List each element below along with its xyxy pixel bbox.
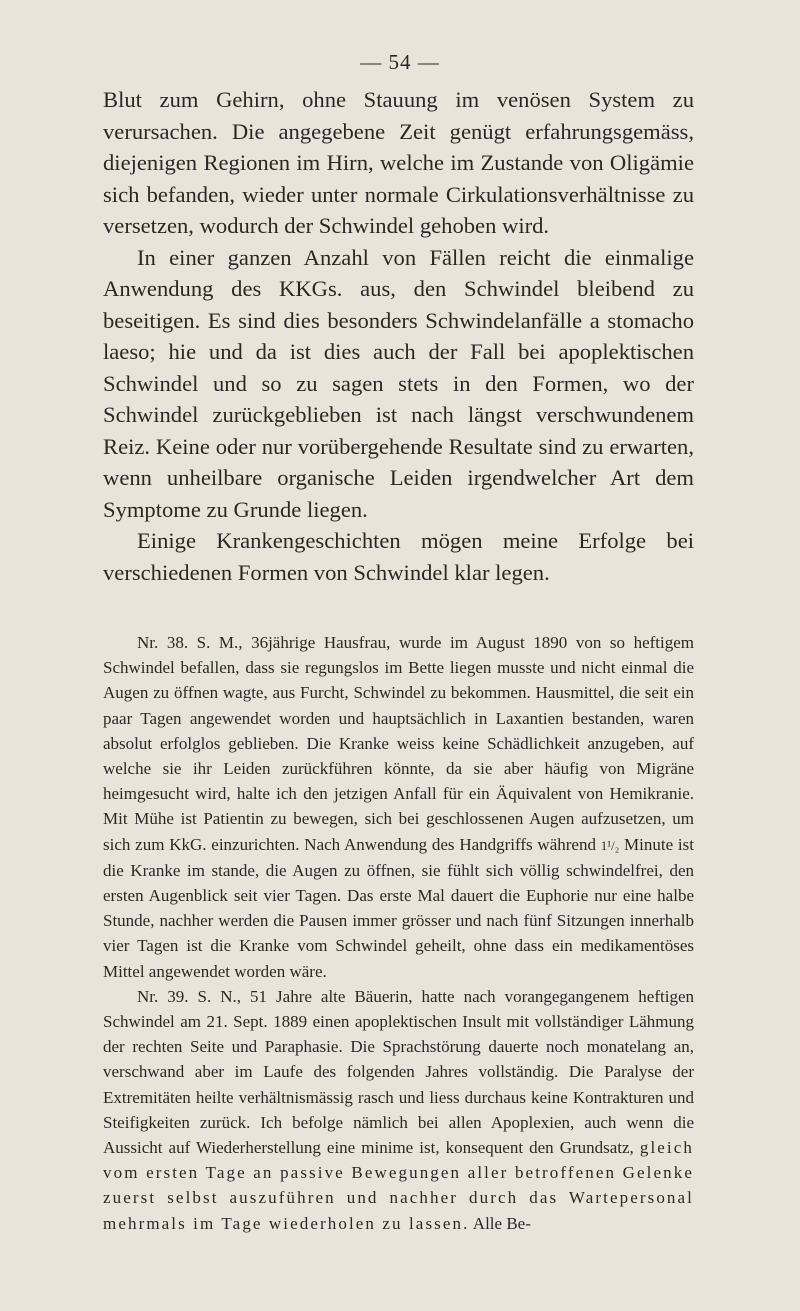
paragraph-3: Einige Krankengeschichten mögen meine Erfolge bei verschiedenen Formen von Schwindel klar legen. [103,528,694,585]
case-39 [103,984,694,1236]
main-text [103,84,694,588]
case-38 [103,630,694,984]
case-38-fraction: 1¹/₂ [600,837,620,853]
case-histories [103,630,694,1236]
case-39-text-start: Nr. 39. S. N., 51 Jahre alte Bäuerin, hatte nach vorangegangenem heftigen Schwindel am 21. Sept. 1889 einen apoplektischen Insult mit vollständiger Lähmung der rechten Seite und Paraphasie. Die Sprachstörung dauerte noch monatelang an, verschwand aber im Laufe des folgenden Jahres vollständig. Die Paralyse der Extremitäten heilte verhältnismässig rasch und liess durchaus keine Kontrakturen und Steifigkeiten zurück. Ich befolge nämlich bei allen Apoplexien, auch wenn die Aussicht auf Wiederherstellung eine minime ist, konsequent den Grundsatz, [103,986,694,1158]
case-38-text-end: Minute ist die Kranke im stande, die Augen zu öffnen, sie fühlt sich völlig schwindelfrei, den ersten Augenblick seit vier Tagen. Das erste Mal dauert die Euphorie nur eine halbe Stunde, nachher werden die Pausen immer grösser und nach fünf Sitzungen innerhalb vier Tagen ist die Kranke vom Schwindel geheilt, ohne dass ein medikamentöses Mittel angewendet worden wäre. [103,834,694,981]
paragraph-1: Blut zum Gehirn, ohne Stauung im venösen System zu verursachen. Die angegebene Zeit genügt erfahrungsgemäss, diejenigen Regionen im Hirn, welche im Zustande von Oligämie sich befanden, wieder unter normale Cirkulationsverhältnisse zu versetzen, wodurch der Schwindel gehoben wird. [103,87,694,238]
paragraph-2: In einer ganzen Anzahl von Fällen reicht die einmalige Anwendung des KKGs. aus, den Schwindel bleibend zu beseitigen. Es sind dies besonders Schwindelanfälle a stomacho laeso; hie und da ist dies auch der Fall bei apoplektischen Schwindel und so zu sagen stets in den Formen, wo der Schwindel zurückgeblieben ist nach längst verschwundenem Reiz. Keine oder nur vorübergehende Resultate sind zu erwarten, wenn unheilbare organische Leiden irgendwelcher Art dem Symptome zu Grunde liegen. [103,244,694,522]
case-39-emphasis: gleich vom ersten Tage an passive Bewegungen aller betroffenen Gelenke zuerst selbst auszuführen und nachher durch das Wartepersonal mehrmals im Tage wiederholen zu lassen. [103,1138,694,1233]
case-39-text-end: Alle Be- [469,1213,531,1233]
case-38-text-start: Nr. 38. S. M., 36jährige Hausfrau, wurde im August 1890 von so heftigem Schwindel befallen, dass sie regungslos im Bette liegen musste und nicht einmal die Augen zu öffnen wagte, aus Furcht, Schwindel zu bekommen. Hausmittel, die seit ein paar Tagen angewendet worden und hauptsächlich in Laxantien bestanden, waren absolut erfolglos geblieben. Die Kranke weiss keine Schädlichkeit anzugeben, auf welche sie ihr Leiden zurückführen könnte, da sie aber häufig von Migräne heimgesucht wird, halte ich den jetzigen Anfall für ein Äquivalent von Hemikranie. Mit Mühe ist Patientin zu bewegen, sich bei geschlossenen Augen aufzusetzen, um sich zum KkG. einzurichten. Nach Anwendung des Handgriffs während [103,633,694,854]
page-number: — 54 — [360,50,440,74]
